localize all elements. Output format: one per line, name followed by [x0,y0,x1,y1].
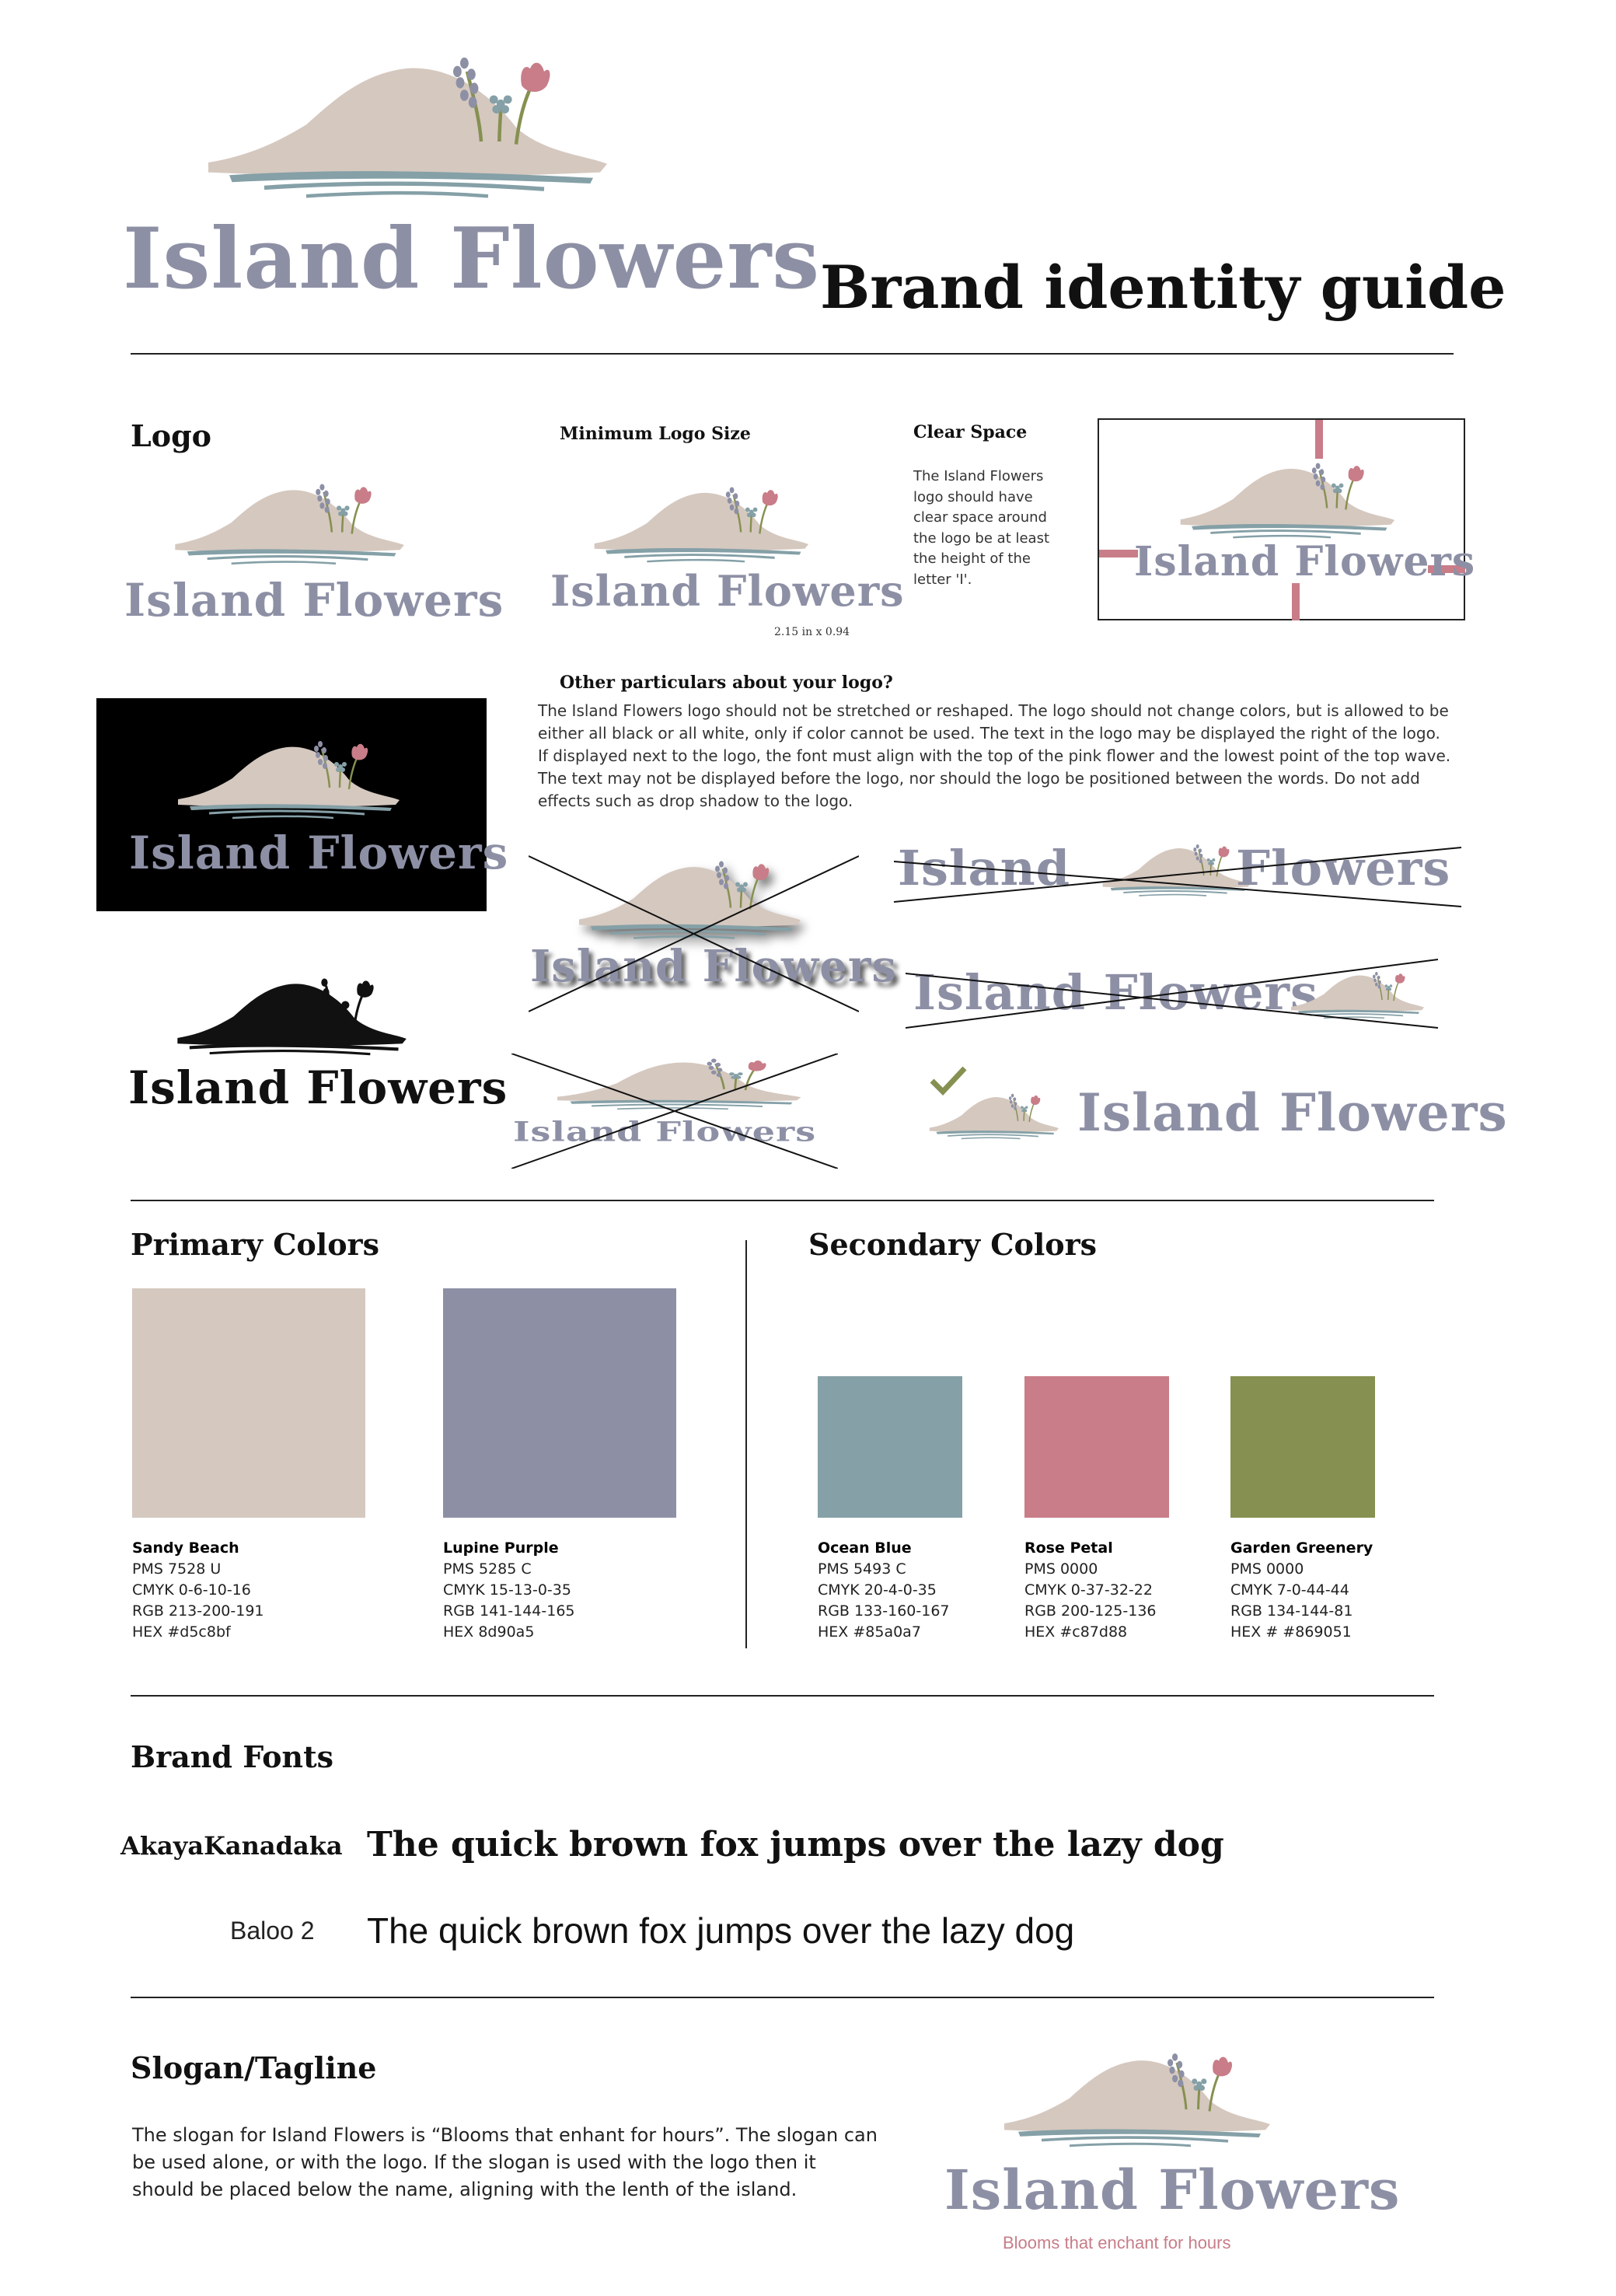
wrong-example-shadow [529,851,897,1015]
color-name: Lupine Purple [443,1539,559,1557]
swatch-rose-petal [1024,1376,1169,1518]
wrong-brand-name: Island Flowers [513,1116,817,1148]
logo-mark-icon [925,1089,1061,1140]
brand-fonts-heading: Brand Fonts [131,1739,334,1774]
color-divider [745,1240,747,1648]
font-sample-baloo: The quick brown fox jumps over the lazy dog [367,1910,1075,1951]
logo-heading: Logo [131,418,211,453]
swatch-sandy-beach [132,1288,365,1518]
secondary-colors-heading: Secondary Colors [808,1227,1098,1262]
color-cmyk: CMYK 0-37-32-22 [1024,1581,1153,1599]
min-size-value: 2.15 in x 0.94 [774,626,850,638]
wrong-example-before [906,958,1438,1029]
divider [131,1695,1434,1697]
divider [131,353,1454,355]
swatch-label-garden-greenery [1230,1538,1373,1643]
logo-mark-icon [167,474,408,566]
color-hex: HEX # #869051 [1230,1623,1352,1641]
color-hex: HEX #c87d88 [1024,1623,1128,1641]
color-pms: PMS 0000 [1230,1560,1304,1578]
correct-example [925,1065,1508,1151]
color-cmyk: CMYK 0-6-10-16 [132,1581,251,1599]
swatch-ocean-blue [818,1376,962,1518]
color-rgb: RGB 200-125-136 [1024,1602,1157,1620]
color-rgb: RGB 213-200-191 [132,1602,264,1620]
color-hex: HEX #85a0a7 [818,1623,921,1641]
color-pms: PMS 5285 C [443,1560,532,1578]
divider [131,1997,1434,1998]
slogan-logo-icon [995,2041,1275,2150]
color-name: Garden Greenery [1230,1539,1373,1557]
color-hex: HEX 8d90a5 [443,1623,535,1641]
font-name-baloo: Baloo 2 [230,1917,315,1945]
color-rgb: RGB 133-160-167 [818,1602,950,1620]
swatch-garden-greenery [1230,1376,1375,1518]
color-name: Ocean Blue [818,1539,912,1557]
logo-on-black [96,698,509,911]
swatch-lupine-purple [443,1288,676,1518]
color-rgb: RGB 134-144-81 [1230,1602,1353,1620]
clear-space-brand-name: Island Flowers [1134,538,1476,585]
cross-out-icon [511,1054,838,1169]
color-pms: PMS 5493 C [818,1560,906,1578]
color-name: Rose Petal [1024,1539,1113,1557]
color-cmyk: CMYK 7-0-44-44 [1230,1581,1349,1599]
cross-out-icon [894,830,1461,908]
slogan-heading: Slogan/Tagline [131,2050,377,2085]
color-cmyk: CMYK 20-4-0-35 [818,1581,937,1599]
particulars-heading: Other particulars about your logo? [560,673,893,693]
swatch-label-ocean-blue [818,1538,950,1643]
clear-space-heading: Clear Space [913,422,1028,442]
cross-out-icon [906,958,1438,1029]
wrong-example-stretched [511,1054,838,1169]
header-logo-icon [194,43,614,198]
min-size-heading: Minimum Logo Size [560,424,751,444]
min-size-brand-name: Island Flowers [550,566,905,616]
slogan-tagline: Blooms that enchant for hours [1003,2233,1231,2252]
wrong-word: Flowers [1236,840,1451,896]
correct-brand-name: Island Flowers [1077,1082,1508,1143]
wrong-example-between [894,830,1461,908]
color-name: Sandy Beach [132,1539,239,1557]
slogan-brand-name: Island Flowers [944,2158,1401,2222]
color-pms: PMS 7528 U [132,1560,222,1578]
font-sample-akaya: The quick brown fox jumps over the lazy dog [367,1825,1224,1864]
clear-space-marker [1315,420,1323,459]
wrong-brand-name: Island Flowers [913,964,1318,1021]
particulars-text: The Island Flowers logo should not be stretched or reshaped. The logo should not change colors, but is allowed to be either all black or all white, only if color cannot be used. The text in the logo may be displayed the right of the logo. If displayed next to the logo, the font must align with the top of the pink flower and the lowest point of the top wave. The text may not be displayed before the logo, nor should the logo be positioned between the words. Do not add effects such as drop shadow to the logo. [538,701,1451,810]
color-hex: HEX #d5c8bf [132,1623,231,1641]
clear-space-text: The Island Flowers logo should have clear space around the logo be at least the height of the letter 'I'. [913,468,1050,588]
header-brand-name: Island Flowers [123,210,821,308]
logo-black-icon [169,968,410,1060]
logo-mark-icon [170,729,403,823]
divider [131,1200,1434,1201]
logo-brand-name: Island Flowers [129,826,509,879]
page-title: Brand identity guide [820,253,1506,322]
wrong-brand-name: Island Flowers [530,941,897,992]
clear-space-marker [1099,550,1138,557]
min-size-logo-icon [587,478,812,564]
swatch-label-rose-petal [1024,1538,1157,1643]
clear-space-marker [1292,583,1300,620]
color-rgb: RGB 141-144-165 [443,1602,575,1620]
swatch-label-sandy-beach [132,1538,264,1643]
swatch-label-lupine-purple [443,1538,575,1643]
font-name-akaya: AkayaKanadaka [120,1831,343,1861]
cross-out-icon [529,851,859,1015]
clear-space-logo-icon [1173,455,1398,539]
logo-brand-name: Island Flowers [124,574,504,627]
logo-black-brand-name: Island Flowers [128,1061,508,1114]
slogan-text: The slogan for Island Flowers is “Blooms that enhant for hours”. The slogan can be used alone, or with the logo. If the slogan is used with the logo then it should be placed below the name, aligning with the lenth of the island. [132,2124,878,2200]
clear-space-box [1098,418,1476,620]
color-cmyk: CMYK 15-13-0-35 [443,1581,571,1599]
wrong-word: Island [898,840,1071,896]
color-pms: PMS 0000 [1024,1560,1098,1578]
primary-colors-heading: Primary Colors [131,1227,379,1262]
